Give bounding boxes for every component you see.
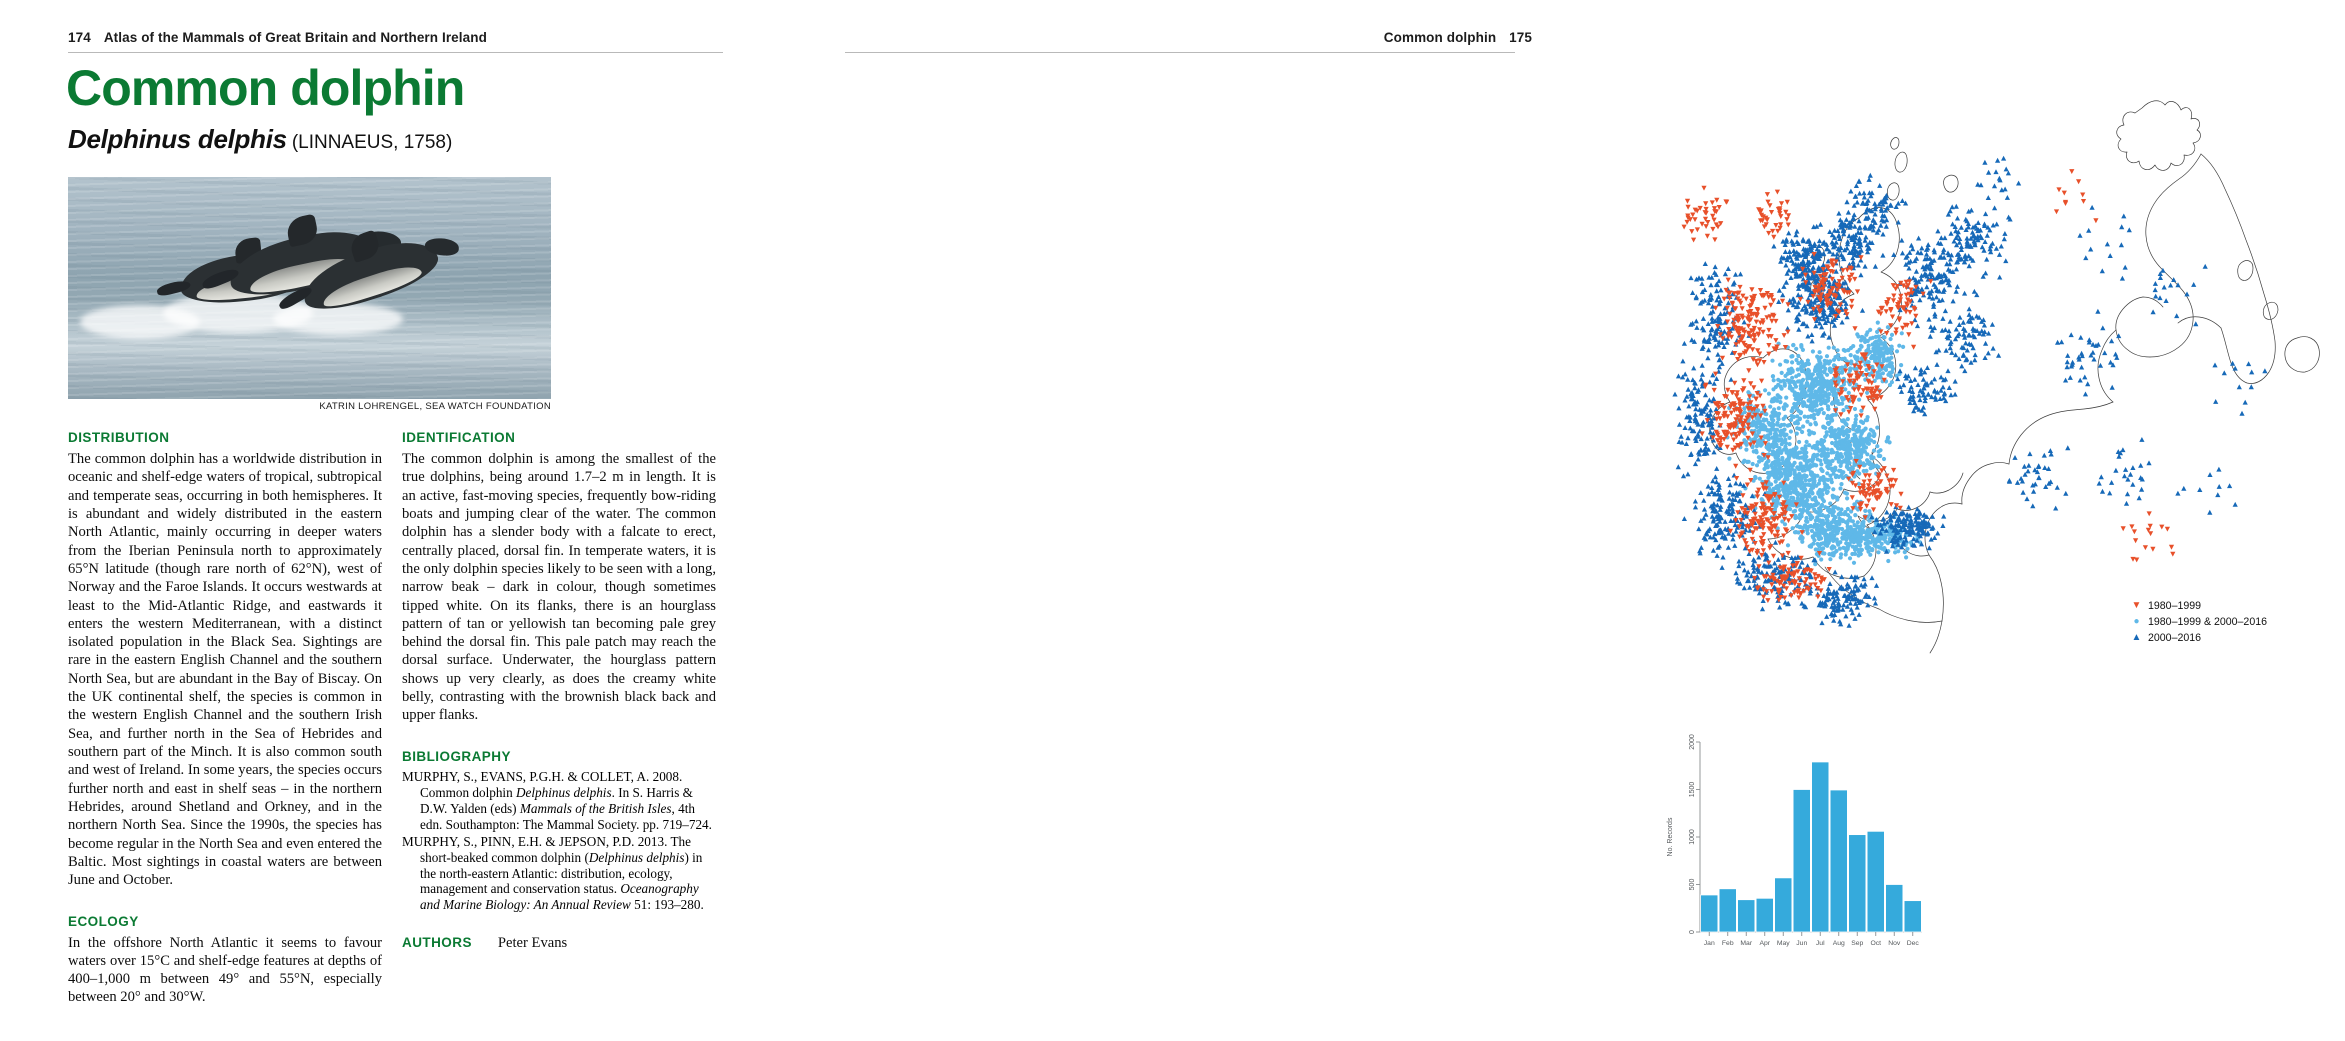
circle-icon: ●: [2133, 616, 2140, 628]
right-folio: 175: [1509, 30, 1532, 45]
right-page: [800, 0, 2268, 1041]
svg-text:Nov: Nov: [1888, 940, 1901, 947]
left-page: [0, 0, 800, 1041]
authors-name: Peter Evans: [497, 935, 568, 952]
left-folio: 174: [68, 30, 91, 45]
svg-text:Oct: Oct: [1870, 940, 1882, 947]
heading-ecology: ECOLOGY: [68, 913, 139, 929]
triangle-up-icon: ▲: [2131, 632, 2142, 644]
legend-item: [2130, 630, 2267, 646]
svg-text:Jun: Jun: [1796, 940, 1808, 947]
legend-item: [2130, 614, 2267, 630]
svg-text:No. Records: No. Records: [1666, 817, 1674, 857]
svg-text:Mar: Mar: [1740, 940, 1753, 947]
heading-bibliography: BIBLIOGRAPHY: [402, 748, 511, 764]
left-running-head: [68, 30, 487, 45]
svg-text:500: 500: [1688, 878, 1696, 891]
scientific-name: Delphinus delphis: [68, 124, 287, 154]
record-points: [1645, 58, 2345, 668]
heading-identification: IDENTIFICATION: [402, 430, 516, 445]
svg-text:Feb: Feb: [1721, 940, 1734, 947]
scientific-name-line: [68, 124, 452, 155]
photo-credit: KATRIN LOHRENGEL, SEA WATCH FOUNDATION: [319, 401, 551, 412]
svg-text:0: 0: [1688, 930, 1696, 934]
authors-row: [402, 935, 716, 952]
left-header-rule: [68, 52, 723, 53]
svg-text:2000: 2000: [1688, 734, 1696, 750]
bibliography-entry: MURPHY, S., PINN, E.H. & JEPSON, P.D. 2013. The short-beaked common dolphin (Delphinus delphis) in the north-eastern Atlantic: distribution, ecology, management and conservation status. Oceanography and Marine Biology: An Annual Review 51: 193–280.: [402, 833, 704, 913]
text-column-left: [68, 430, 382, 1007]
text-ecology: In the offshore North Atlantic it seems to favour waters over 15°C and shelf-edge features at depths of 400–1,000 m between 49° and 55°N, especially between 20° and 30°W.: [68, 934, 382, 1006]
right-header-rule: [845, 52, 1515, 53]
chart-svg: [1658, 730, 1928, 970]
distribution-map: [1645, 58, 2345, 668]
heading-distribution: DISTRIBUTION: [68, 430, 170, 445]
legend-label: 1980–1999: [2148, 600, 2202, 612]
monthly-records-chart: [1658, 730, 1928, 970]
left-running-head-text: Atlas of the Mammals of Great Britain and Northern Ireland: [103, 30, 487, 45]
svg-text:Jul: Jul: [1815, 940, 1825, 947]
legend-label: 2000–2016: [2148, 632, 2202, 645]
page-title: Common dolphin: [66, 60, 465, 116]
map-legend: [2130, 598, 2267, 646]
svg-text:May: May: [1776, 940, 1790, 947]
splash-spray-3: [273, 303, 403, 335]
svg-text:1500: 1500: [1688, 781, 1696, 798]
bibliography-entry: MURPHY, S., EVANS, P.G.H. & COLLET, A. 2008. Common dolphin Delphinus delphis. In S. Harris & D.W. Yalden (eds) Mammals of the British Isles, 4th edn. Southampton: The Mammal Society. pp. 719–724.: [402, 768, 712, 832]
text-distribution: The common dolphin has a worldwide distribution in oceanic and shelf-edge waters of tropical, subtropical and temperate seas, occurring in both hemispheres. It is abundant and widely distributed in the eastern North Atlantic, mainly occurring in deeper waters from the Iberian Peninsula north to approximately 65°N latitude (though rare north of 62°N), west of Norway and the Faroe Islands. It occurs westwards at least to the Mid-Atlantic Ridge, and eastwards it enters the western Mediterranean, with a distinct isolated population in the Black Sea. Sightings are rare in the eastern English Channel and the southern North Sea, but are abundant in the Bay of Biscay. On the UK continental shelf, the species is common in the western English Channel and the southern Irish Sea, and further north in the Sea of Hebrides and southern part of the Minch. It is also common south and west of Ireland. In some years, the species occurs further north and east in shelf seas – in the northern Hebrides, around Shetland and Orkney, and in the northern North Sea. Since the 1990s, the species has become regular in the North Sea and even entered the Baltic. Most sightings in coastal waters are between June and October.: [68, 451, 382, 889]
triangle-down-icon: ▼: [2131, 600, 2142, 612]
svg-text:Dec: Dec: [1906, 940, 1919, 947]
species-photo: [68, 177, 551, 399]
legend-label: 1980–1999 & 2000–2016: [2148, 616, 2268, 629]
svg-text:Jan: Jan: [1703, 940, 1715, 947]
text-column-right: [402, 430, 716, 952]
svg-text:Aug: Aug: [1832, 940, 1845, 947]
svg-text:Sep: Sep: [1851, 940, 1864, 947]
right-running-head: [1384, 30, 1532, 45]
heading-authors: AUTHORS: [402, 935, 472, 951]
bibliography-list: [402, 769, 716, 914]
dolphin-3-tail: [425, 238, 460, 256]
right-running-head-text: Common dolphin: [1383, 30, 1497, 45]
legend-item: [2130, 598, 2267, 614]
taxon-authority: (LINNAEUS, 1758): [291, 132, 453, 153]
text-identification: The common dolphin is among the smallest of the true dolphins, being around 1.7–2 m in length. It is an active, fast-moving species, frequently bow-riding boats and jumping clear of the water. The common dolphin has a slender body with a falcate to erect, centrally placed, dorsal fin. In temperate waters, it is the only dolphin species likely to be seen with a long, narrow beak – dark in colour, though sometimes tipped white. On its flanks, there is an hourglass pattern of tan or yellowish tan becoming pale grey behind the dorsal fin. This pale patch may reach the dorsal surface. Underwater, the hourglass pattern shows up very clearly, as does the creamy white belly, contrasting with the brownish black back and upper flanks.: [402, 451, 716, 724]
svg-text:Apr: Apr: [1759, 940, 1771, 947]
svg-text:1000: 1000: [1688, 829, 1696, 845]
